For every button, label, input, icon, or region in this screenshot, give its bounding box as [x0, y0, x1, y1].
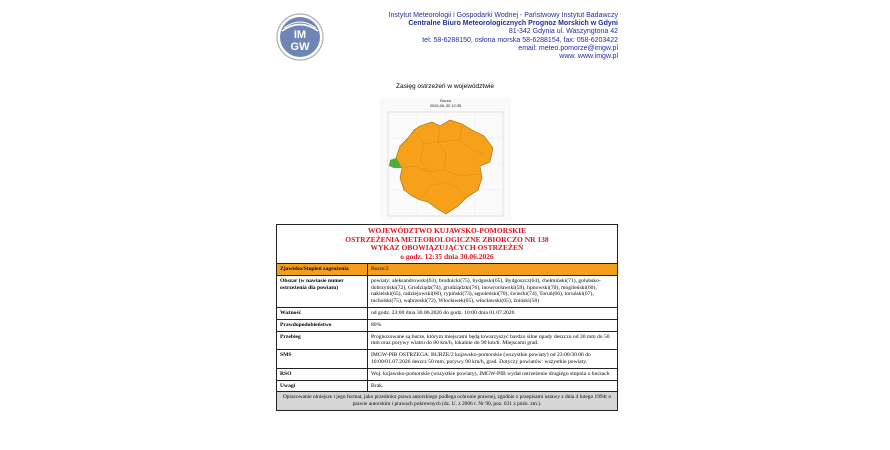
warnings-number-title: OSTRZEŻENIA METEOROLOGICZNE ZBIORCZO NR 138 [345, 234, 549, 244]
row-course [277, 331, 618, 350]
warnings-list-title: WYKAZ OBOWIĄZUJĄCYCH OSTRZEŻEŃ [370, 243, 524, 252]
row-footer [277, 392, 618, 411]
warning-map [380, 98, 511, 220]
address-line: 81-342 Gdynia ul. Waszyngtona 42 [508, 28, 618, 36]
row-value: Burze/2 [368, 264, 618, 276]
row-label: Przebieg [277, 331, 368, 350]
region-map-svg [380, 110, 511, 220]
row-label: Obszar (w nawiasie numer ostrzeżenia dla powiatu) [277, 275, 368, 307]
institute-info [389, 12, 618, 61]
row-value: Brak. [368, 380, 618, 392]
row-probability [277, 319, 618, 331]
website-line[interactable]: www. www.imgw.pl [559, 53, 618, 61]
warning-header [277, 225, 618, 264]
row-value: powiaty: aleksandrowski(63), brodnicki(75), bydgoski(65), Bydgoszcz(64), chełmiński(71), golubsko-dobrzyński(72), Grudziądz(74), grudziądzki(76), inowrocławski(59), lipnowski(70), mogileński(60), nakielski(65), radziejowski(60), rypiński(73), sępoleński(70), świecki(74), Toruń(66), toruński(67), tucholski(75), wąbrzeski(72), Włocławek(65), włocławski(65), żniński(58) [368, 275, 618, 307]
map-heading: Zasięg ostrzeżeń w województwie [396, 83, 494, 90]
row-value: Woj. kujawsko-pomorskie (wszystkie powiaty), IMGW-PIB wydał ostrzeżenie drugiego stopnia o burzach [368, 368, 618, 380]
row-value: Prognozowane są burze, którym miejscami będą towarzyszyć bardzo silne opady deszczu od 30 mm do 50 mm oraz porywy wiatru do 80 km/h, lokalnie do 90 km/h. Miejscami grad. [368, 331, 618, 350]
phone-line: tel: 58-6288150, osłona morska 58-6288154, fax: 058-6203422 [422, 36, 618, 44]
row-value: od godz. 23:00 dnia 30.06.2026 do godz. 10:00 dnia 01.07.2026 [368, 307, 618, 319]
logo-text-top: IM [293, 29, 307, 41]
row-validity [277, 307, 618, 319]
row-notes [277, 380, 618, 392]
row-label: Prawdopodobieństwo [277, 319, 368, 331]
row-phenomenon [277, 264, 618, 276]
row-sms [277, 350, 618, 369]
institute-name: Instytut Meteorologii i Gospodarki Wodnej - Państwowy Instytut Badawczy [388, 12, 618, 19]
row-area [277, 275, 618, 307]
row-value: 80% [368, 319, 618, 331]
bureau-name: Centralne Biuro Meteorologicznych Prognoz Morskich w Gdyni [408, 20, 618, 28]
email-line[interactable]: email: meteo.pomorze@imgw.pl [518, 44, 618, 52]
logo-text-bottom: GW [290, 41, 310, 53]
row-value: IMGW-PIB OSTRZEGA: BURZE/2 kujawsko-pomorskie (wszystkie powiaty) od 23:00/30.06 do 10:00/01.07.2026 deszcz 50 mm, porywy 90 km/h, grad. Dotyczy powiatów: wszystkie powiaty. [368, 350, 618, 369]
row-label: Ważność [277, 307, 368, 319]
row-label: SMS [277, 350, 368, 369]
row-label: Uwagi [277, 380, 368, 392]
row-rso [277, 368, 618, 380]
map-caption-phenomenon: Burza [440, 98, 451, 103]
copyright-notice: Opracowanie niniejsze i jego format, jako przedmiot prawa autorskiego podlega ochronie prawnej, zgodnie z przepisami ustawy z dnia 4 lutego 1994r o prawie autorskim i prawach pokrewnych (dz. U. z 2006 r. Nr 90, poz. 631 z późn. zm.). [277, 392, 618, 411]
imgw-logo [276, 13, 324, 61]
voivodeship-title: WOJEWÓDZTWO KUJAWSKO-POMORSKIE [367, 226, 527, 235]
map-caption-date: 2026-06-30 12:35 [429, 103, 462, 108]
warning-table [276, 224, 618, 411]
row-label: Zjawisko/Stopień zagrożenia [277, 264, 368, 276]
warnings-time-title: o godz. 12:35 dnia 30.06.2026 [400, 251, 494, 261]
row-label: RSO [277, 368, 368, 380]
